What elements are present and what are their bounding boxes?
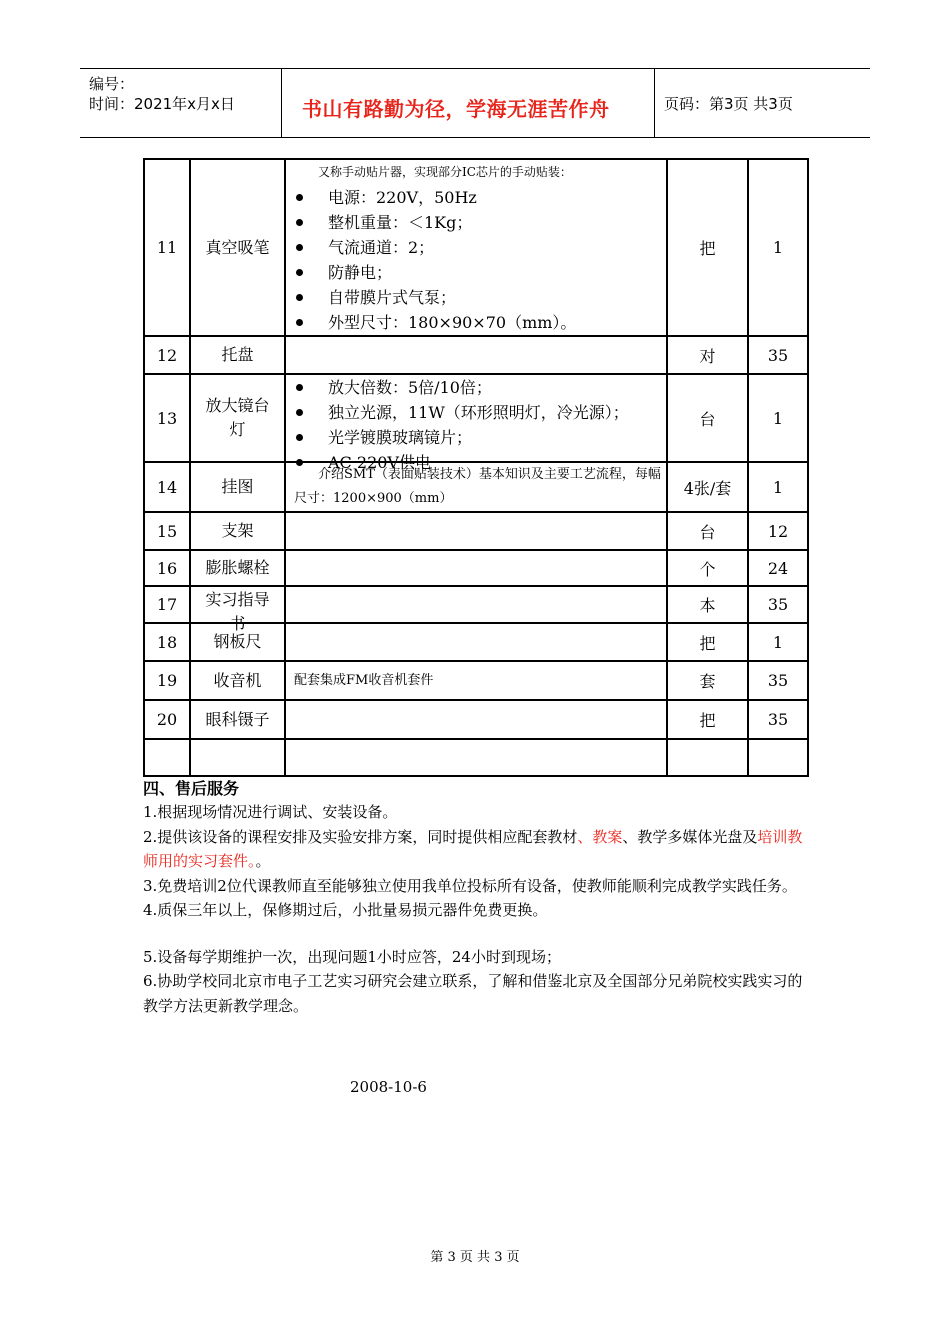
bullet-icon [296,319,303,326]
item-name: 膨胀螺栓 [190,550,285,586]
item-unit: 个 [667,550,748,586]
item-description [285,159,667,336]
empty-cell [190,739,285,776]
row-number: 12 [144,336,190,374]
desc-text: 配套集成FM收音机套件 [294,673,434,688]
row-number: 18 [144,623,190,661]
item-name: 真空吸笔 [190,159,285,336]
page-footer: 第 3 页 共 3 页 [430,1250,520,1265]
bullet-icon [296,269,303,276]
row-number: 16 [144,550,190,586]
header-motto-cell [281,69,655,137]
item-unit: 对 [667,336,748,374]
row-number: 13 [144,374,190,462]
row-number: 17 [144,586,190,623]
item-unit: 把 [667,159,748,336]
empty-cell [667,739,748,776]
list-item: 电源：220V，50Hz [286,185,666,210]
item-unit: 把 [667,623,748,661]
section-title: 四、售后服务 [143,779,240,798]
item-description [285,661,667,700]
item-quantity: 35 [748,661,808,700]
bullet-icon [296,409,303,416]
item-quantity: 12 [748,512,808,550]
item-name: 放大镜台灯 [190,374,285,462]
item-unit: 套 [667,661,748,700]
item-quantity: 1 [748,374,808,462]
list-item: 整机重量：＜1Kg； [286,210,666,235]
service-item-3: 3.免费培训2位代课教师直至能够独立使用我单位投标所有设备，使教师能顺利完成教学实践任务。 [143,876,797,895]
list-item: AC 220V供电 [286,450,666,475]
table-row [144,661,808,700]
list-item: 防静电； [286,260,666,285]
list-item: 自带膜片式气泵； [286,285,666,310]
item-name: 支架 [190,512,285,550]
page-header [80,68,870,138]
item-name: 托盘 [190,336,285,374]
list-item: 外型尺寸：180×90×70（mm）。 [286,310,666,335]
motto: 书山有路勤为径，学海无涯苦作舟 [302,97,610,121]
item-unit: 台 [667,374,748,462]
row-number: 20 [144,700,190,739]
item-description [285,512,667,550]
item-description [285,550,667,586]
service-item-4: 4.质保三年以上，保修期过后，小批量易损元器件免费更换。 [143,901,548,919]
desc-intro: 又称手动贴片器，实现部分IC芯片的手动贴装： [318,165,572,179]
item-unit: 本 [667,586,748,623]
list-item: 气流通道：2； [286,235,666,260]
document-date: 2008-10-6 [350,1078,427,1096]
time-label: 时间：2021年x月x日 [89,95,235,113]
row-number: 15 [144,512,190,550]
item-description [285,623,667,661]
item-name: 挂图 [190,462,285,512]
header-info [80,69,280,137]
service-item-6: 6.协助学校同北京市电子工艺实习研究会建立联系，了解和借鉴北京及全国部分兄弟院校实践实习的教学方法更新教学理念。 [143,972,803,1015]
empty-cell [285,739,667,776]
list-item: 独立光源，11W（环形照明灯，冷光源）； [286,400,666,425]
row-number: 11 [144,159,190,336]
item-description [285,336,667,374]
table-row-empty [144,739,808,776]
service-item-2: 2.提供该设备的课程安排及实验安排方案，同时提供相应配套教材、教案、教学多媒体光盘及培训教师用的实习套件。。 [143,827,803,870]
spec-list [286,185,666,335]
desc-intro: 介绍SMT（表面贴装技术）基本知识及主要工艺流程，每幅尺寸：1200×900（mm） [294,467,661,506]
table-row [144,700,808,739]
list-item: 光学镀膜玻璃镜片； [286,425,666,450]
bullet-icon [296,194,303,201]
item-unit: 4张/套 [667,462,748,512]
item-name: 眼科镊子 [190,700,285,739]
item-quantity: 35 [748,700,808,739]
table-row [144,374,808,462]
bullet-icon [296,459,303,466]
table-row [144,512,808,550]
table-row [144,159,808,336]
item-description [285,374,667,472]
empty-cell [748,739,808,776]
service-item-5: 5.设备每学期维护一次，出现问题1小时应答，24小时到现场； [143,947,561,966]
row-number: 19 [144,661,190,700]
item-name: 钢板尺 [190,623,285,661]
bullet-icon [296,434,303,441]
table-row [144,550,808,586]
item-quantity: 35 [748,336,808,374]
item-description [285,586,667,623]
item-unit: 台 [667,512,748,550]
equipment-table [143,158,809,777]
item-quantity: 1 [748,159,808,336]
item-quantity: 1 [748,623,808,661]
item-name: 实习指导书 [190,586,285,623]
item-description [285,700,667,739]
item-quantity: 35 [748,586,808,623]
item-quantity: 24 [748,550,808,586]
bullet-icon [296,244,303,251]
table-row [144,586,808,623]
empty-cell [144,739,190,776]
number-label: 编号： [89,75,135,93]
service-item-1: 1.根据现场情况进行调试、安装设备。 [143,803,398,821]
bullet-icon [296,219,303,226]
table-row [144,336,808,374]
page-info: 页码：第3页 共3页 [664,95,793,113]
item-name: 收音机 [190,661,285,700]
list-item: 放大倍数：5倍/10倍； [286,375,666,400]
item-quantity: 1 [748,462,808,512]
row-number: 14 [144,462,190,512]
bullet-icon [296,384,303,391]
bullet-icon [296,294,303,301]
after-sales-section [143,778,813,1018]
spec-list [286,375,666,475]
item-unit: 把 [667,700,748,739]
